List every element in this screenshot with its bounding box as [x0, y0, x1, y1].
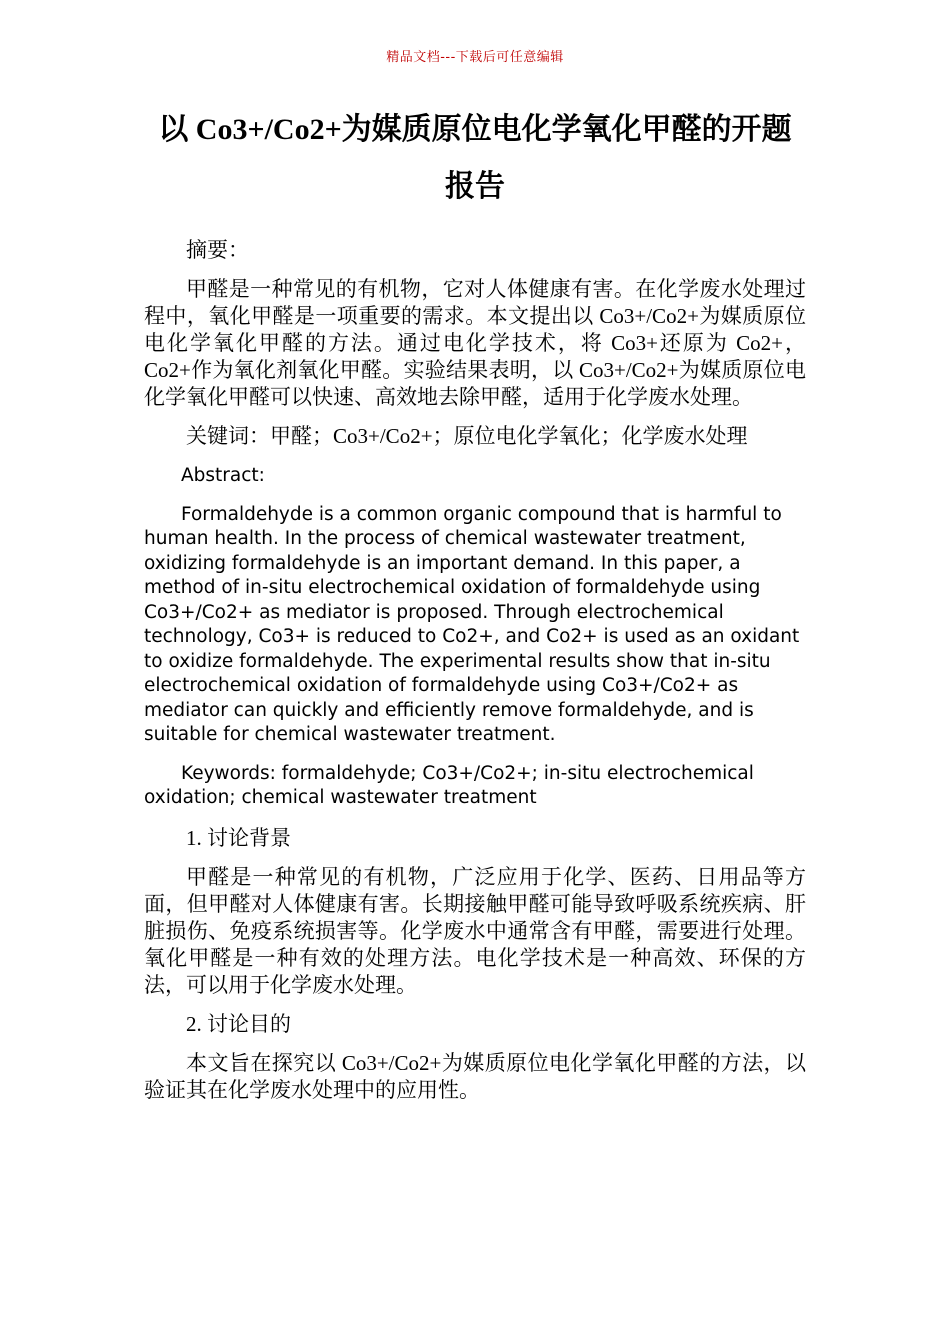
- abstract-label-zh: 摘要：: [186, 238, 249, 262]
- document-title: 以 Co3+/Co2+为媒质原位电化学氧化甲醛的开题报告: [158, 113, 792, 203]
- keywords-zh: 关键词：甲醛；Co3+/Co2+；原位电化学氧化；化学废水处理: [186, 424, 748, 448]
- abstract-zh: 甲醛是一种常见的有机物，它对人体健康有害。在化学废水处理过程中，氧化甲醛是一项重要的需求。本文提出以 Co3+/Co2+为媒质原位电化学氧化甲醛的方法。通过电化学技术，将 Co3+还原为 Co2+，Co2+作为氧化剂氧化甲醛。实验结果表明，以 Co3+/Co2+为媒质原位电化学氧化甲醛可以快速、高效地去除甲醛，适用于化学废水处理。: [144, 277, 806, 409]
- section-1-heading: 1. 讨论背景: [186, 825, 291, 850]
- section-1-body: 甲醛是一种常见的有机物，广泛应用于化学、医药、日用品等方面，但甲醛对人体健康有害。长期接触甲醛可能导致呼吸系统疾病、肝脏损伤、免疫系统损害等。化学废水中通常含有甲醛，需要进行处理。氧化甲醛是一种有效的处理方法。电化学技术是一种高效、环保的方法，可以用于化学废水处理。: [144, 864, 806, 997]
- abstract-label-en: Abstract:: [181, 465, 265, 486]
- watermark-note: 精品文档---下载后可任意编辑: [386, 50, 564, 65]
- section-2-body: 本文旨在探究以 Co3+/Co2+为媒质原位电化学氧化甲醛的方法，以验证其在化学废水处理中的应用性。: [144, 1050, 806, 1102]
- abstract-en: Formaldehyde is a common organic compound that is harmful to human health. In the process of chemical wastewater treatment, oxidizing formaldehyde is an important demand. In this paper, a method of in-situ electrochemical oxidation of formaldehyde using Co3+/Co2+ as mediator is proposed. Through electrochemical technology, Co3+ is reduced to Co2+, and Co2+ is used as an oxidant to oxidize formaldehyde. The experimental results show that in-situ electrochemical oxidation of formaldehyde using Co3+/Co2+ as mediator can quickly and efficiently remove formaldehyde, and is suitable for chemical wastewater treatment.: [144, 503, 800, 745]
- section-2-heading: 2. 讨论目的: [186, 1011, 291, 1036]
- keywords-en: Keywords: formaldehyde; Co3+/Co2+; in-situ electrochemical oxidation; chemical wastewater treatment: [144, 762, 754, 808]
